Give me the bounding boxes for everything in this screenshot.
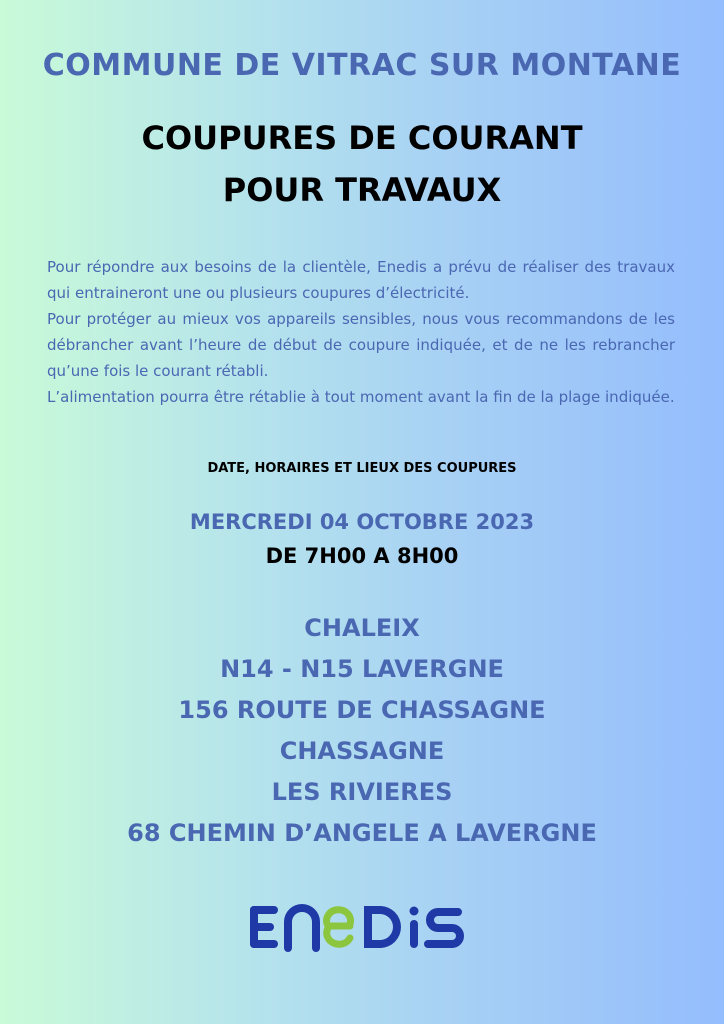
logo-i-dot	[410, 907, 419, 916]
logo-letter-i	[410, 920, 418, 948]
page-title-line-2: POUR TRAVAUX	[222, 171, 502, 209]
enedis-logo	[248, 902, 470, 952]
page-title-line-1: COUPURES DE COURANT	[141, 119, 583, 157]
outage-hours: DE 7H00 A 8H00	[265, 544, 459, 568]
location-item: CHALEIX	[304, 614, 420, 642]
logo-letter-s	[428, 912, 460, 944]
intro-paragraph: L’alimentation pourra être rétablie à tout moment avant la fin de la plage indiquée.	[47, 388, 675, 406]
location-item: LES RIVIERES	[271, 778, 453, 806]
schedule-heading: DATE, HORAIRES ET LIEUX DES COUPURES	[207, 461, 517, 476]
intro-paragraph: Pour répondre aux besoins de la clientèle, Enedis a prévu de réaliser des travaux qui entraineront une ou plusieurs coupures d’électricité.	[47, 258, 675, 302]
intro-paragraph: Pour protéger au mieux vos appareils sensibles, nous vous recommandons de les débrancher avant l’heure de début de coupure indiquée, et de ne les rebrancher qu’une fois le courant rétabli.	[47, 310, 675, 380]
logo-letter-n	[288, 908, 316, 948]
logo-letter-e1	[250, 906, 278, 948]
logo-letter-e2	[327, 910, 351, 945]
location-list	[0, 608, 724, 854]
location-item: 68 CHEMIN D’ANGELE A LAVERGNE	[127, 819, 597, 847]
location-item: 156 ROUTE DE CHASSAGNE	[178, 696, 546, 724]
commune-title: COMMUNE DE VITRAC SUR MONTANE	[42, 48, 682, 83]
intro-text	[47, 254, 675, 410]
logo-letter-d	[364, 906, 401, 948]
outage-date: MERCREDI 04 OCTOBRE 2023	[189, 510, 535, 534]
location-item: CHASSAGNE	[279, 737, 445, 765]
location-item: N14 - N15 LAVERGNE	[220, 655, 504, 683]
